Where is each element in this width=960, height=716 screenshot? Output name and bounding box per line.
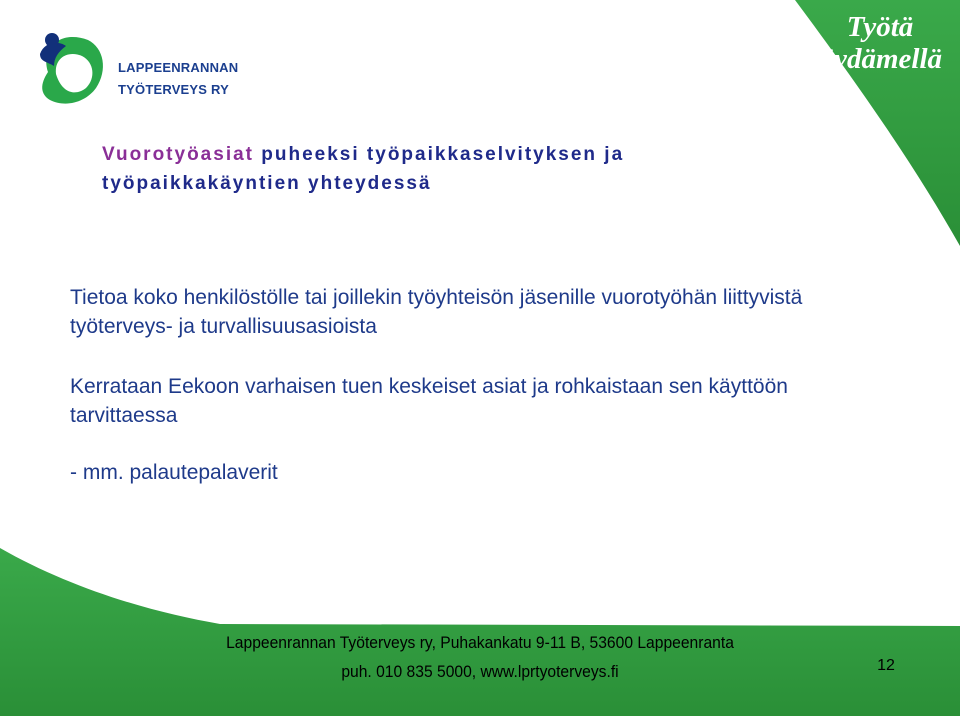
logo-icon [0,0,120,120]
page-number: 12 [877,657,895,674]
body-paragraph: - mm. palautepalaverit [70,461,278,484]
footer-green-band [0,548,960,716]
title-rest: puheeksi työpaikkaselvityksen ja työpaikkakäyntien yhteydessä [102,144,625,194]
brand-slogan-line1: Työtä [846,11,914,43]
logo-text-line2: TYÖTERVEYS RY [118,82,229,97]
body-paragraph: Kerrataan Eekoon varhaisen tuen keskeiset asiat ja rohkaistaan sen käyttöön tarvittaessa [70,375,788,427]
title-highlight: Vuorotyöasiat [102,144,254,165]
footer-address: Lappeenrannan Työterveys ry, Puhakankatu 9-11 B, 53600 Lappeenranta [226,633,734,652]
body-paragraph: Tietoa koko henkilöstölle tai joillekin työyhteisön jäsenille vuorotyöhän liittyvistä työterveys- ja turvallisuusasioista [70,286,803,338]
footer-contact: puh. 010 835 5000, www.lprtyoterveys.fi [341,662,619,681]
brand-slogan-line2: Sydämellä [817,43,943,75]
slide-title [102,140,802,198]
logo-text-line1: LAPPEENRANNAN [118,60,239,75]
